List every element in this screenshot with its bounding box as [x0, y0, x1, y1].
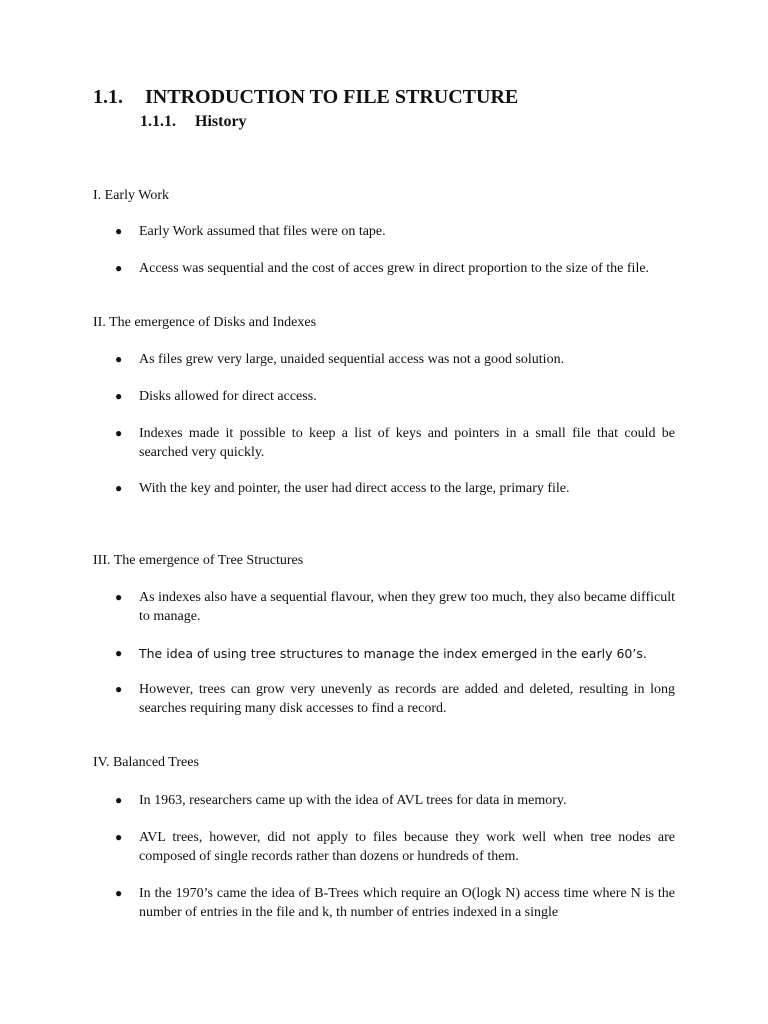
bullet-icon: ●: [115, 426, 123, 440]
bullet-icon: ●: [115, 352, 123, 366]
list-item: With the key and pointer, the user had direct access to the large, primary file.: [139, 481, 570, 496]
list-item: Disks allowed for direct access.: [139, 389, 317, 404]
list-item: However, trees can grow very unevenly as records are added and deleted, resulting in long searches requiring many disk accesses to find a record.: [139, 682, 675, 716]
list-item: Early Work assumed that files were on tape.: [139, 224, 386, 239]
bullet-icon: ●: [115, 481, 123, 495]
bullet-icon: ●: [115, 389, 123, 403]
list-item: As indexes also have a sequential flavour, when they grew too much, they also became difficult to manage.: [139, 590, 675, 624]
list-item: Access was sequential and the cost of acces grew in direct proportion to the size of the file.: [139, 261, 650, 276]
section-number: 1.1.: [93, 86, 123, 108]
bullet-icon: ●: [115, 793, 123, 807]
subsection-title: History: [195, 113, 247, 130]
section-heading: [93, 86, 518, 109]
bullet-icon: ●: [115, 224, 123, 238]
list-item: AVL trees, however, did not apply to files because they work well when tree nodes are composed of single records rather than dozens or hundreds of them.: [139, 830, 675, 864]
list-item: The idea of using tree structures to manage the index emerged in the early 60’s.: [139, 646, 647, 661]
list-item: Indexes made it possible to keep a list of keys and pointers in a small file that could be searched very quickly.: [139, 426, 675, 460]
section-title-balanced-trees: IV. Balanced Trees: [93, 755, 199, 770]
bullet-icon: ●: [115, 682, 123, 696]
bullet-icon: ●: [115, 886, 123, 900]
list-item: In the 1970’s came the idea of B-Trees which require an O(logk N) access time where N is the number of entries in the file and k, th number of entries indexed in a single: [139, 886, 675, 920]
subsection-number: 1.1.1.: [140, 113, 176, 130]
bullet-icon: ●: [115, 261, 123, 275]
bullet-icon: ●: [115, 830, 123, 844]
section-title-disks-indexes: II. The emergence of Disks and Indexes: [93, 315, 317, 330]
list-item: As files grew very large, unaided sequential access was not a good solution.: [139, 352, 565, 367]
bullet-icon: ●: [115, 646, 123, 660]
section-title-tree-structures: III. The emergence of Tree Structures: [93, 553, 304, 568]
bullet-icon: ●: [115, 590, 123, 604]
section-title: INTRODUCTION TO FILE STRUCTURE: [145, 86, 519, 108]
subsection-heading: [140, 113, 247, 131]
list-item: In 1963, researchers came up with the idea of AVL trees for data in memory.: [139, 793, 567, 808]
section-title-early-work: I. Early Work: [93, 188, 169, 203]
